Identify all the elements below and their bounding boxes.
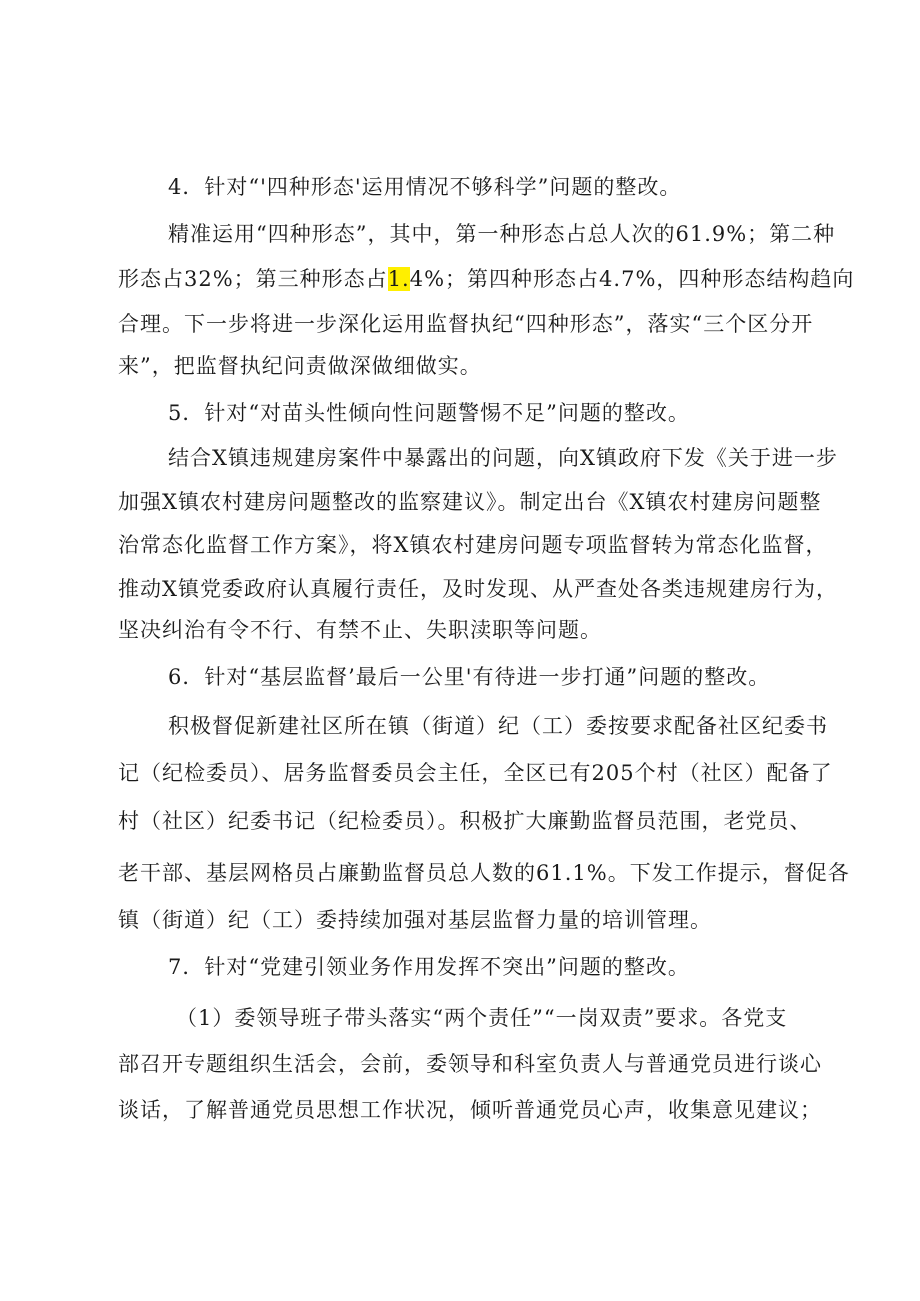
paragraph-line: 来”，把监督执纪问责做深做细做实。 [118,354,482,378]
paragraph-line: 记（纪检委员）、居务监督委员会主任，全区已有205个村（社区）配备了 [118,761,833,785]
heading-item-5: 5．针对“对苗头性倾向性问题警惕不足”问题的整改。 [168,401,690,425]
heading-item-7: 7．针对“党建引领业务作用发挥不突出”问题的整改。 [168,955,690,979]
paragraph-line: 积极督促新建社区所在镇（街道）纪（工）委按要求配备社区纪委书 [168,714,828,738]
paragraph-line: 镇（街道）纪（工）委持续加强对基层监督力量的培训管理。 [118,908,712,932]
heading-item-6: 6．针对“基层监督’最后一公里'有待进一步打通”问题的整改。 [168,665,771,689]
paragraph-line [118,264,855,294]
heading-item-4: 4．针对“'四种形态'运用情况不够科学”问题的整改。 [168,175,682,199]
paragraph-line: （1）委领导班子带头落实“两个责任”“一岗双责”要求。各党支 [176,1006,788,1030]
paragraph-line: 老干部、基层网格员占廉勤监督员总人数的61.1%。下发工作提示，督促各 [118,861,850,885]
paragraph-line: 加强X镇农村建房问题整改的监察建议》。制定出台《X镇农村建房问题整 [118,490,822,514]
paragraph-line: 合理。下一步将进一步深化运用监督执纪“四种形态”，落实“三个区分开 [118,312,814,336]
paragraph-line: 坚决纠治有令不行、有禁不止、失职渎职等问题。 [118,618,602,642]
line-text: 4%；第四种形态占4.7%，四种形态结构趋向 [409,267,855,291]
paragraph-line: 精准运用“四种形态”，其中，第一种形态占总人次的61.9%；第二种 [168,222,836,246]
highlighted-text: 1. [387,267,410,291]
paragraph-line: 村（社区）纪委书记（纪检委员）。积极扩大廉勤监督员范围，老党员、 [118,809,812,833]
line-text: 形态占32%；第三种形态占 [118,267,388,291]
paragraph-line: 部召开专题组织生活会，会前，委领导和科室负责人与普通党员进行谈心 [118,1052,822,1076]
paragraph-line: 治常态化监督工作方案》，将X镇农村建房问题专项监督转为常态化监督， [118,533,828,557]
paragraph-line: 谈话，了解普通党员思想工作状况，倾听普通党员心声，收集意见建议； [118,1098,822,1122]
paragraph-line: 推动X镇党委政府认真履行责任，及时发现、从严查处各类违规建房行为， [118,577,838,601]
paragraph-line: 结合X镇违规建房案件中暴露出的问题，向X镇政府下发《关于进一步 [168,446,838,470]
